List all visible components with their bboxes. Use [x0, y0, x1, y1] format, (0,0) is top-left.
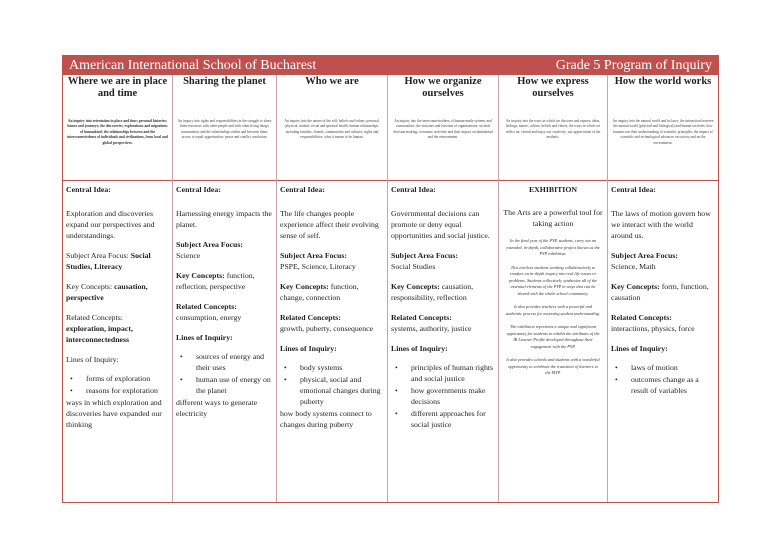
key-concepts: Key Concepts: function, reflection, perspective: [176, 271, 255, 291]
program-name: Grade 5 Program of Inquiry: [555, 57, 712, 73]
exhibition-title: EXHIBITION: [528, 185, 578, 194]
theme-column-sharing-the-planet: [173, 75, 277, 502]
list-item: • different approaches for social justice: [391, 408, 495, 430]
unit-body: [63, 181, 172, 439]
theme-title: How the world works: [614, 76, 712, 87]
theme-column-how-we-express: [499, 75, 608, 502]
key-concepts: Key Concepts: causation, perspective: [66, 282, 148, 302]
lines-of-inquiry-list: [391, 362, 495, 430]
list-item: • body systems: [280, 362, 384, 373]
list-item: • laws of motion: [611, 362, 715, 373]
central-idea: The life changes people experience affect their evolving sense of self.: [280, 209, 379, 240]
list-item: • physical, social and emotional changes during puberty: [280, 374, 384, 407]
subject-area: Subject Area Focus: Social Studies, Literacy: [66, 251, 151, 271]
lines-of-inquiry-label: Lines of Inquiry:: [176, 333, 233, 342]
lines-of-inquiry-extra: different ways to generate electricity: [176, 398, 258, 418]
unit-body: [277, 181, 387, 439]
exhibition-paragraph: This involves students working collaboratively to conduct an in-depth inquiry into real life issues or problems. Students collectively synthesize all of the essential elements of the PYP in ways that can be shared with the whole school community.: [508, 264, 598, 296]
key-concepts: Key Concepts: function, change, connection: [280, 282, 359, 302]
exhibition-paragraph: It also provides teachers with a powerful and authentic process for assessing student understanding.: [506, 304, 600, 316]
school-name: American International School of Bucharest: [69, 57, 317, 73]
theme-column-how-the-world-works: [608, 75, 718, 502]
central-idea-label: Central Idea:: [280, 185, 325, 194]
theme-description: An inquiry into the ways in which we discover and express ideas, feelings, nature, culture, beliefs and values; the ways in which we reflect on, extend and enjoy our creativity; our appreciation of the aesthetic.: [499, 112, 607, 181]
central-idea-label: Central Idea:: [176, 185, 221, 194]
subject-area: Subject Area Focus: PSPE, Science, Literacy: [280, 251, 356, 271]
theme-column-who-we-are: [277, 75, 388, 502]
exhibition-paragraph: In the final year of the PYP, students, carry out an extended, in-depth, collaborative project known as the PYP exhibition.: [506, 238, 600, 256]
list-item: • sources of energy and their uses: [176, 351, 273, 373]
related-concepts: Related Concepts: interactions, physics, force: [611, 313, 695, 333]
lines-of-inquiry-list: [66, 373, 169, 396]
theme-title: Where we are in place and time: [67, 76, 168, 99]
theme-column-how-we-organize: [388, 75, 499, 502]
theme-title: How we organize ourselves: [404, 76, 482, 99]
lines-of-inquiry-list: [176, 351, 273, 396]
list-item: • reasons for exploration: [66, 385, 169, 396]
theme-title: How we express ourselves: [517, 76, 589, 99]
lines-of-inquiry-label: Lines of Inquiry:: [611, 344, 668, 353]
theme-description: An inquiry into the interconnectedness of human-made systems and communities; the structure and function of organizations; societal decision-making; economic activities and their impact on humankind and the environment.: [388, 112, 498, 181]
title-bar: [63, 56, 718, 75]
subject-area: Subject Area Focus: Science: [176, 240, 243, 260]
central-idea: Exploration and discoveries expand our perspectives and understandings.: [66, 209, 155, 240]
central-idea: Harnessing energy impacts the planet.: [176, 209, 272, 229]
theme-description: An inquiry into the natural world and its laws; the interaction between the natural world (physical and biological) and human societies; how humans use their understanding of scientific principles; the impact of scientific and technological advances on society and on the environment.: [608, 112, 718, 181]
lines-of-inquiry-extra: ways in which exploration and discoveries have expanded our thinking: [66, 398, 162, 429]
theme-description: An inquiry into the nature of the self; beliefs and values; personal, physical, mental, social and spiritual health; human relationships including families, friends, communities and cultures; rights and responsibilities; what it means to be human.: [277, 112, 387, 181]
list-item: • principles of human rights and social justice: [391, 362, 495, 384]
central-idea: The laws of motion govern how we interact with the world around us.: [611, 209, 711, 240]
subject-area: Subject Area Focus: Science, Math: [611, 251, 678, 271]
central-idea-label: Central Idea:: [66, 185, 111, 194]
subject-area: Subject Area Focus: Social Studies: [391, 251, 458, 271]
theme-title: Who we are: [305, 76, 359, 87]
exhibition-body: [499, 181, 607, 384]
key-concepts: Key Concepts: causation, responsibility, reflection: [391, 282, 474, 302]
unit-body: [388, 181, 498, 431]
theme-title: Sharing the planet: [183, 76, 266, 87]
lines-of-inquiry-extra: how body systems connect to changes during puberty: [280, 409, 372, 429]
list-item: • human use of energy on the planet: [176, 374, 273, 396]
list-item: • how governments make decisions: [391, 385, 495, 407]
theme-description: An inquiry into orientation in place and time; personal histories; homes and journeys; the discoveries, explorations and migrations of humankind; the relationships between and the interconnectedness of individuals and civilizations, from local and global perspectives.: [63, 112, 172, 181]
related-concepts: Related Concepts: consumption, energy: [176, 302, 242, 322]
related-concepts: Related Concepts: growth, puberty, consequence: [280, 313, 374, 333]
lines-of-inquiry-label: Lines of Inquiry:: [391, 344, 448, 353]
central-idea-label: Central Idea:: [611, 185, 656, 194]
list-item: • outcomes change as a result of variables: [611, 374, 715, 396]
central-idea: Governmental decisions can promote or deny equal opportunities and social justice.: [391, 209, 490, 240]
program-of-inquiry-page: [62, 55, 719, 503]
exhibition-paragraph: It also provides schools and students with a wonderful opportunity to celebrate the transition of learners to the MYP.: [506, 357, 600, 375]
theme-grid: [63, 75, 718, 502]
list-item: • forms of exploration: [66, 373, 169, 384]
unit-body: [173, 181, 276, 428]
lines-of-inquiry-list: [280, 362, 384, 407]
key-concepts: Key Concepts: form, function, causation: [611, 282, 709, 302]
theme-column-where-we-are: [63, 75, 173, 502]
unit-body: [608, 181, 718, 397]
related-concepts: Related Concepts: exploration, impact, interconnectedness: [66, 313, 133, 344]
related-concepts: Related Concepts: systems, authority, justice: [391, 313, 472, 333]
exhibition-lead: The Arts are a powerful tool for taking action: [503, 208, 603, 228]
exhibition-paragraph: The exhibition represents a unique and significant opportunity for students to exhibit the attributes of the IB Learner Profile developed throughout their engagement with the PYP.: [506, 324, 600, 349]
lines-of-inquiry-label: Lines of Inquiry:: [66, 355, 119, 364]
central-idea-label: Central Idea:: [391, 185, 436, 194]
lines-of-inquiry-label: Lines of Inquiry:: [280, 344, 337, 353]
lines-of-inquiry-list: [611, 362, 715, 396]
theme-description: An inquiry into rights and responsibilities in the struggle to share finite resources with other people and with other living things; communities and the relationships within and between them; access to equal opportunities; peace and conflict resolution.: [173, 112, 276, 181]
